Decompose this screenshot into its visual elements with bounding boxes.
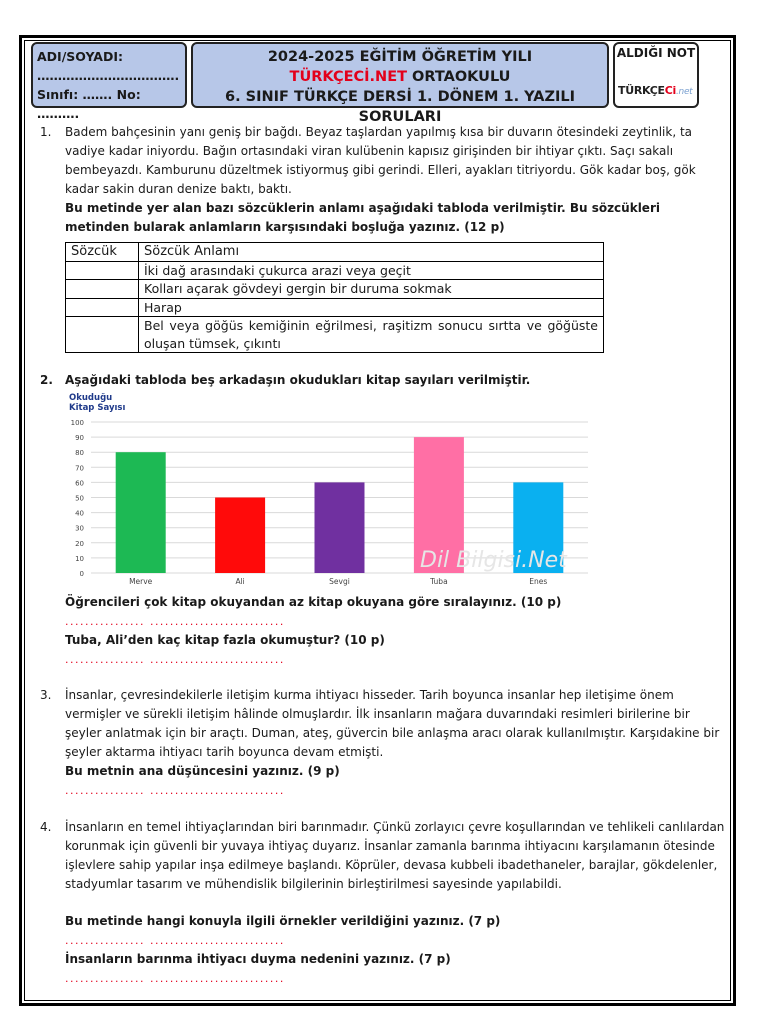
turkceci-logo xyxy=(618,84,692,97)
answer-cell[interactable] xyxy=(66,317,139,353)
answer-line[interactable]: ................ ........................... xyxy=(65,784,285,797)
exam-title: 6. SINIF TÜRKÇE DERSİ 1. DÖNEM 1. YAZILI SORULARI xyxy=(224,89,576,125)
x-tick-label: Sevgi xyxy=(329,577,350,586)
grade-box[interactable] xyxy=(613,42,699,108)
name-field[interactable]: ……………………………. xyxy=(37,68,180,83)
question-2-intro: Aşağıdaki tabloda beş arkadaşın okudukları kitap sayıları verilmiştir. xyxy=(65,373,531,387)
question-2a: Öğrencileri çok kitap okuyandan az kitap okuyana göre sıralayınız. (10 p) xyxy=(65,595,562,609)
y-tick-label: 40 xyxy=(75,509,84,518)
student-info-box xyxy=(31,42,187,121)
meaning-cell: Kolları açarak gövdeyi gergin bir duruma sokmak xyxy=(139,280,604,299)
table-header-row xyxy=(66,243,604,262)
vocabulary-table xyxy=(65,242,604,353)
answer-line[interactable]: ................ ........................... xyxy=(65,972,285,985)
chart-ylabel-line1: Okuduğu xyxy=(69,393,113,403)
question-4a: Bu metinde hangi konuyla ilgili örnekler verildiğini yazınız. (7 p) xyxy=(65,914,501,928)
meaning-cell: Bel veya göğüs kemiğinin eğrilmesi, raşitizm sonucu sırtta ve göğüste oluşan tümsek, çıkıntı xyxy=(139,317,604,353)
meaning-cell: İki dağ arasındaki çukurca arazi veya geçit xyxy=(139,261,604,280)
logo-text: TÜRKÇE xyxy=(618,84,665,97)
grade-label: ALDIĞI NOT xyxy=(616,46,696,60)
question-3-prompt: Bu metnin ana düşüncesini yazınız. (9 p) xyxy=(65,764,340,778)
school-name-suffix: ORTAOKULU xyxy=(406,69,511,85)
x-tick-label: Tuba xyxy=(430,577,448,586)
watermark: Dil Bilgisi.Net xyxy=(420,548,567,573)
y-tick-label: 50 xyxy=(75,494,84,503)
y-tick-label: 20 xyxy=(75,539,84,548)
y-tick-label: 60 xyxy=(75,479,84,488)
y-tick-label: 70 xyxy=(75,464,84,473)
y-tick-label: 30 xyxy=(75,524,84,533)
x-tick-label: Enes xyxy=(529,577,548,586)
question-number: 4. xyxy=(40,820,52,834)
question-1-instruction: Bu metinde yer alan bazı sözcüklerin anlamı aşağıdaki tabloda verilmiştir. Bu sözcükleri metinden bularak anlamların karşısındaki boşluğa yazınız. (12 p) xyxy=(65,201,660,234)
y-tick-label: 100 xyxy=(70,419,84,427)
y-tick-label: 80 xyxy=(75,449,84,458)
answer-line[interactable]: ................ ........................... xyxy=(65,934,285,947)
y-tick-label: 90 xyxy=(75,434,84,443)
question-4b: İnsanların barınma ihtiyacı duyma nedenini yazınız. (7 p) xyxy=(65,952,451,966)
logo-ci: Ci xyxy=(664,84,676,97)
question-1-text: Badem bahçesinin yanı geniş bir bağdı. Beyaz taşlardan yapılmış kısa bir duvarın ötesindeki zeytinlik, ta vadiye kadar iniyordu. Bağın ortasındaki viran kulübenin kapısız girişinden bir ihtiyar çıktı. Saçı sakalı bembeyazdı. Kamburunu düzeltmek istiyormuş gibi gerindi. Elleri, ayakları titriyordu. Gök kadar boş, gök kadar sakin duran denize baktı, baktı. xyxy=(65,125,696,196)
table-row xyxy=(66,298,604,317)
table-row xyxy=(66,317,604,353)
table-row xyxy=(66,261,604,280)
class-number-field[interactable]: Sınıfı: ……. No: ………. xyxy=(37,87,141,121)
table-header-word: Sözcük xyxy=(66,243,139,262)
table-row xyxy=(66,280,604,299)
name-label: ADI/SOYADI: xyxy=(37,49,124,64)
answer-cell[interactable] xyxy=(66,298,139,317)
bar-merve xyxy=(116,452,166,573)
school-year: 2024-2025 EĞİTİM ÖĞRETİM YILI xyxy=(267,49,533,65)
answer-line[interactable]: ................ ........................... xyxy=(65,615,285,628)
question-2b: Tuba, Ali’den kaç kitap fazla okumuştur? (10 p) xyxy=(65,633,385,647)
answer-line[interactable]: ................ ........................... xyxy=(65,653,285,666)
y-tick-label: 10 xyxy=(75,554,84,563)
x-tick-label: Ali xyxy=(235,577,245,586)
question-4-text: İnsanların en temel ihtiyaçlarından biri barınmadır. Çünkü zorlayıcı çevre koşullarından ve tehlikeli canlılardan korunmak için güvenli bir yuvaya ihtiyaç duyarız. İnsanlar zamanla barınma ihtiyacını karşılamanın ötesinde işlevlere sahip yapılar inşa edilmeye başlandı. Köprüler, devasa kubbeli ibadethaneler, barajlar, gökdelenler, stadyumlar tasarım ve mühendislik bilgilerinin birleştirilmesi sayesinde yapılabildi. xyxy=(65,820,725,891)
logo-net: .net xyxy=(675,87,693,97)
school-name-brand: TÜRKÇECİ.NET xyxy=(289,69,407,85)
table-header-meaning: Sözcük Anlamı xyxy=(139,243,604,262)
question-number: 1. xyxy=(40,125,52,139)
y-tick-label: 0 xyxy=(79,570,84,578)
x-tick-label: Merve xyxy=(129,577,153,586)
meaning-cell: Harap xyxy=(139,298,604,317)
question-3-text: İnsanlar, çevresindekilerle iletişim kurma ihtiyacı hisseder. Tarih boyunca insanlar hep iletişime önem vermişler ve sürekli iletişim hâlinde olmuşlardır. İlk insanların mağara duvarındaki resimleri birilerine bir şeyler anlatmak için bir araçtı. Duman, ateş, güvercin bile anlaşma aracı olarak kullanılmıştır. Karşıdakine bir şeyler aktarma ihtiyacı tarih boyunca devam etmişti. xyxy=(65,688,720,759)
chart-ylabel-line2: Kitap Sayısı xyxy=(69,403,126,413)
question-number: 2. xyxy=(40,373,53,387)
question-number: 3. xyxy=(40,688,52,702)
bar-sevgi xyxy=(315,482,365,573)
answer-cell[interactable] xyxy=(66,280,139,299)
school-name xyxy=(193,67,607,87)
answer-cell[interactable] xyxy=(66,261,139,280)
exam-title-box xyxy=(191,42,609,125)
bar-ali xyxy=(215,498,265,574)
